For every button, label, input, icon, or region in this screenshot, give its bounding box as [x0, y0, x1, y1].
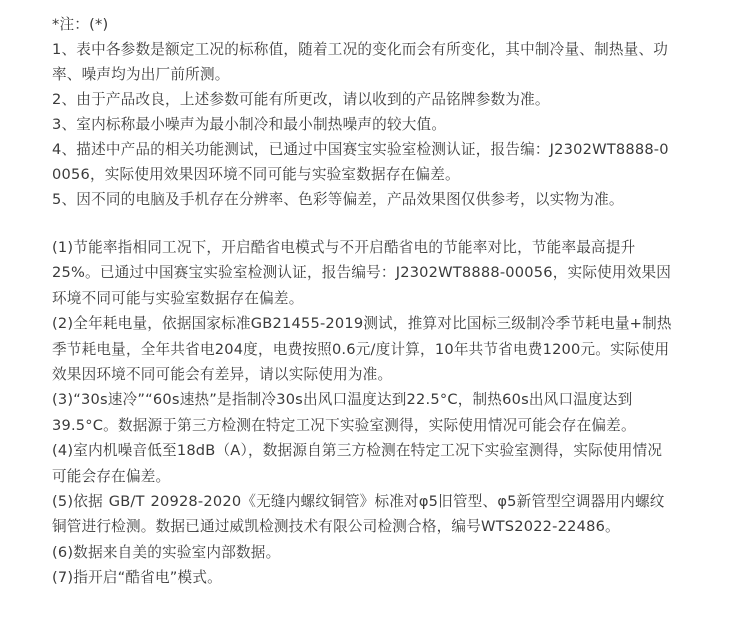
disclaimer-document	[52, 12, 712, 591]
footnote-2	[52, 311, 712, 387]
note-item-4	[52, 137, 712, 187]
footnote-line: (5)依据 GB/T 20928-2020《无缝内螺纹铜管》标准对φ5旧管型、φ5新管型空调器用内螺纹	[52, 493, 665, 511]
note-line: 5、因不同的电脑及手机存在分辨率、色彩等偏差，产品效果图仅供参考，以实物为准。	[52, 191, 624, 208]
note-line: 4、描述中产品的相关功能测试，已通过中国赛宝实验室检测认证，报告编：J2302WT8888-0	[52, 141, 669, 158]
footnote-line: 效果因环境不同可能会有差异，请以实际使用为准。	[52, 366, 393, 384]
footnote-line: (1)节能率指相同工况下，开启酷省电模式与不开启酷省电的节能率对比，节能率最高提升	[52, 239, 636, 256]
footnote-line: 可能会存在偏差。	[52, 467, 171, 485]
note-line: 0056，实际使用效果因环境不同可能与实验室数据存在偏差。	[52, 166, 460, 183]
note-item-5	[52, 187, 712, 212]
footnote-6	[52, 540, 712, 565]
notes-section	[52, 12, 712, 212]
footnote-3	[52, 387, 712, 438]
note-line: 3、室内标称最小噪声为最小制冷和最小制热噪声的较大值。	[52, 116, 447, 133]
footnote-4	[52, 438, 712, 489]
footnote-line: 季节耗电量，全年共省电204度，电费按照0.6元/度计算，10年共节省电费1200元。实际使用	[52, 340, 670, 358]
footnote-line: (3)“30s速冷”“60s速热”是指制冷30s出风口温度达到22.5°C，制热60s出风口温度达到	[52, 391, 633, 409]
footnote-1	[52, 235, 712, 311]
notes-heading: *注：(*)	[52, 16, 109, 33]
footnote-line: 39.5°C。数据源于第三方检测在特定工况下实验室测得，实际使用情况可能会存在偏差。	[52, 416, 636, 434]
section-spacer	[52, 212, 712, 235]
note-item-1	[52, 37, 712, 87]
footnotes-section	[52, 235, 712, 591]
footnote-line: (4)室内机噪音低至18dB（A），数据源自第三方检测在特定工况下实验室测得，实际使用情况	[52, 442, 663, 460]
footnote-5	[52, 489, 712, 540]
footnote-line: (7)指开启“酷省电”模式。	[52, 569, 222, 587]
note-line: 率、噪声均为出厂前所测。	[52, 66, 230, 83]
footnote-line: (6)数据来自美的实验室内部数据。	[52, 543, 281, 561]
footnote-line: 25%。已通过中国赛宝实验室检测认证，报告编号：J2302WT8888-00056，实际使用效果因	[52, 264, 672, 282]
footnote-7	[52, 565, 712, 590]
footnote-line: (2)全年耗电量，依据国家标准GB21455-2019测试，推算对比国标三级制冷季节耗电量+制热	[52, 315, 672, 333]
footnote-line: 环境不同可能与实验室数据存在偏差。	[52, 289, 304, 307]
note-line: 2、由于产品改良，上述参数可能有所更改，请以收到的产品铭牌参数为准。	[52, 91, 550, 108]
note-line: 1、表中各参数是额定工况的标称值，随着工况的变化而会有所变化，其中制冷量、制热量、功	[52, 41, 669, 58]
note-item-3	[52, 112, 712, 137]
footnote-line: 铜管进行检测。数据已通过威凯检测技术有限公司检测合格，编号WTS2022-22486。	[52, 518, 620, 536]
note-item-2	[52, 87, 712, 112]
